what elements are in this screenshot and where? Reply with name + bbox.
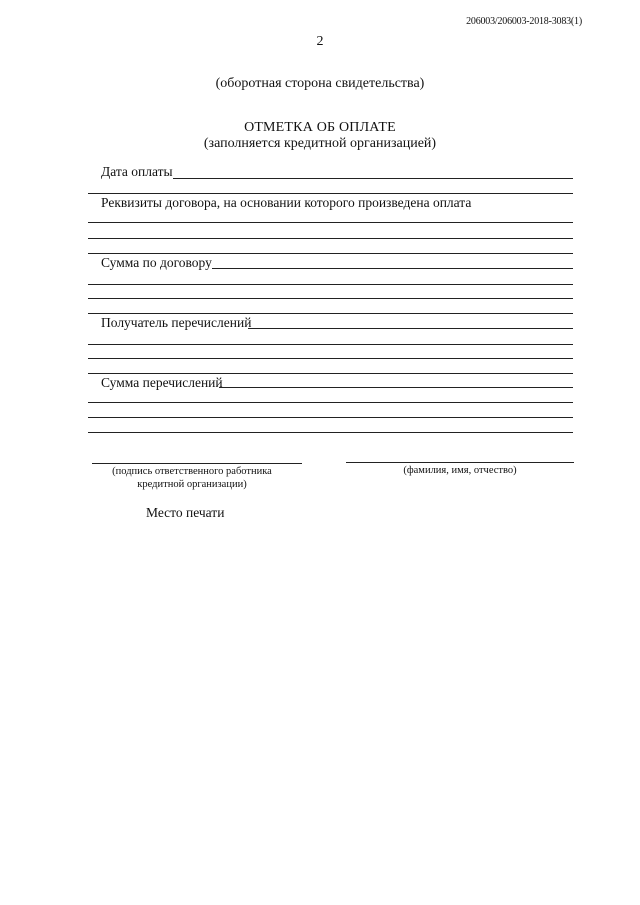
officer-signature-caption-line2: кредитной организации) bbox=[137, 479, 247, 490]
contract-details-line-3[interactable] bbox=[88, 253, 573, 254]
full-name-caption: (фамилия, имя, отчество) bbox=[403, 465, 517, 476]
transfer-amount-label: Сумма перечислений bbox=[101, 375, 223, 390]
transfer-amount-line-3[interactable] bbox=[88, 417, 573, 418]
transfer-amount-line-4[interactable] bbox=[88, 432, 573, 433]
transfer-amount-line-2[interactable] bbox=[88, 402, 573, 403]
contract-amount-label: Сумма по договору bbox=[101, 255, 212, 270]
contract-amount-line-4[interactable] bbox=[88, 313, 573, 314]
payment-date-input-line[interactable] bbox=[172, 178, 573, 179]
form-subtitle: (заполняется кредитной организацией) bbox=[203, 136, 437, 151]
contract-amount-line-3[interactable] bbox=[88, 298, 573, 299]
contract-details-line-1[interactable] bbox=[88, 222, 573, 223]
officer-signature-line[interactable] bbox=[92, 463, 302, 464]
transfer-recipient-input-line[interactable] bbox=[248, 328, 573, 329]
contract-details-label: Реквизиты договора, на основании которого произведена оплата bbox=[101, 195, 472, 210]
transfer-recipient-line-3[interactable] bbox=[88, 358, 573, 359]
contract-amount-line-2[interactable] bbox=[88, 284, 573, 285]
contract-amount-input-line[interactable] bbox=[212, 268, 573, 269]
document-id: 206003/206003-2018-3083(1) bbox=[466, 16, 582, 27]
payment-date-label: Дата оплаты bbox=[101, 164, 173, 179]
officer-signature-caption-line1: (подпись ответственного работника bbox=[112, 466, 272, 477]
stamp-place-label: Место печати bbox=[146, 505, 225, 520]
form-title: ОТМЕТКА ОБ ОПЛАТЕ bbox=[244, 120, 396, 135]
full-name-line[interactable] bbox=[346, 462, 574, 463]
transfer-recipient-line-2[interactable] bbox=[88, 344, 573, 345]
payment-date-extra-line[interactable] bbox=[88, 193, 573, 194]
contract-details-line-2[interactable] bbox=[88, 238, 573, 239]
page-number: 2 bbox=[316, 34, 324, 49]
transfer-recipient-line-4[interactable] bbox=[88, 373, 573, 374]
transfer-amount-input-line[interactable] bbox=[219, 387, 573, 388]
reverse-side-note: (оборотная сторона свидетельства) bbox=[215, 76, 425, 91]
transfer-recipient-label: Получатель перечислений bbox=[101, 315, 252, 330]
